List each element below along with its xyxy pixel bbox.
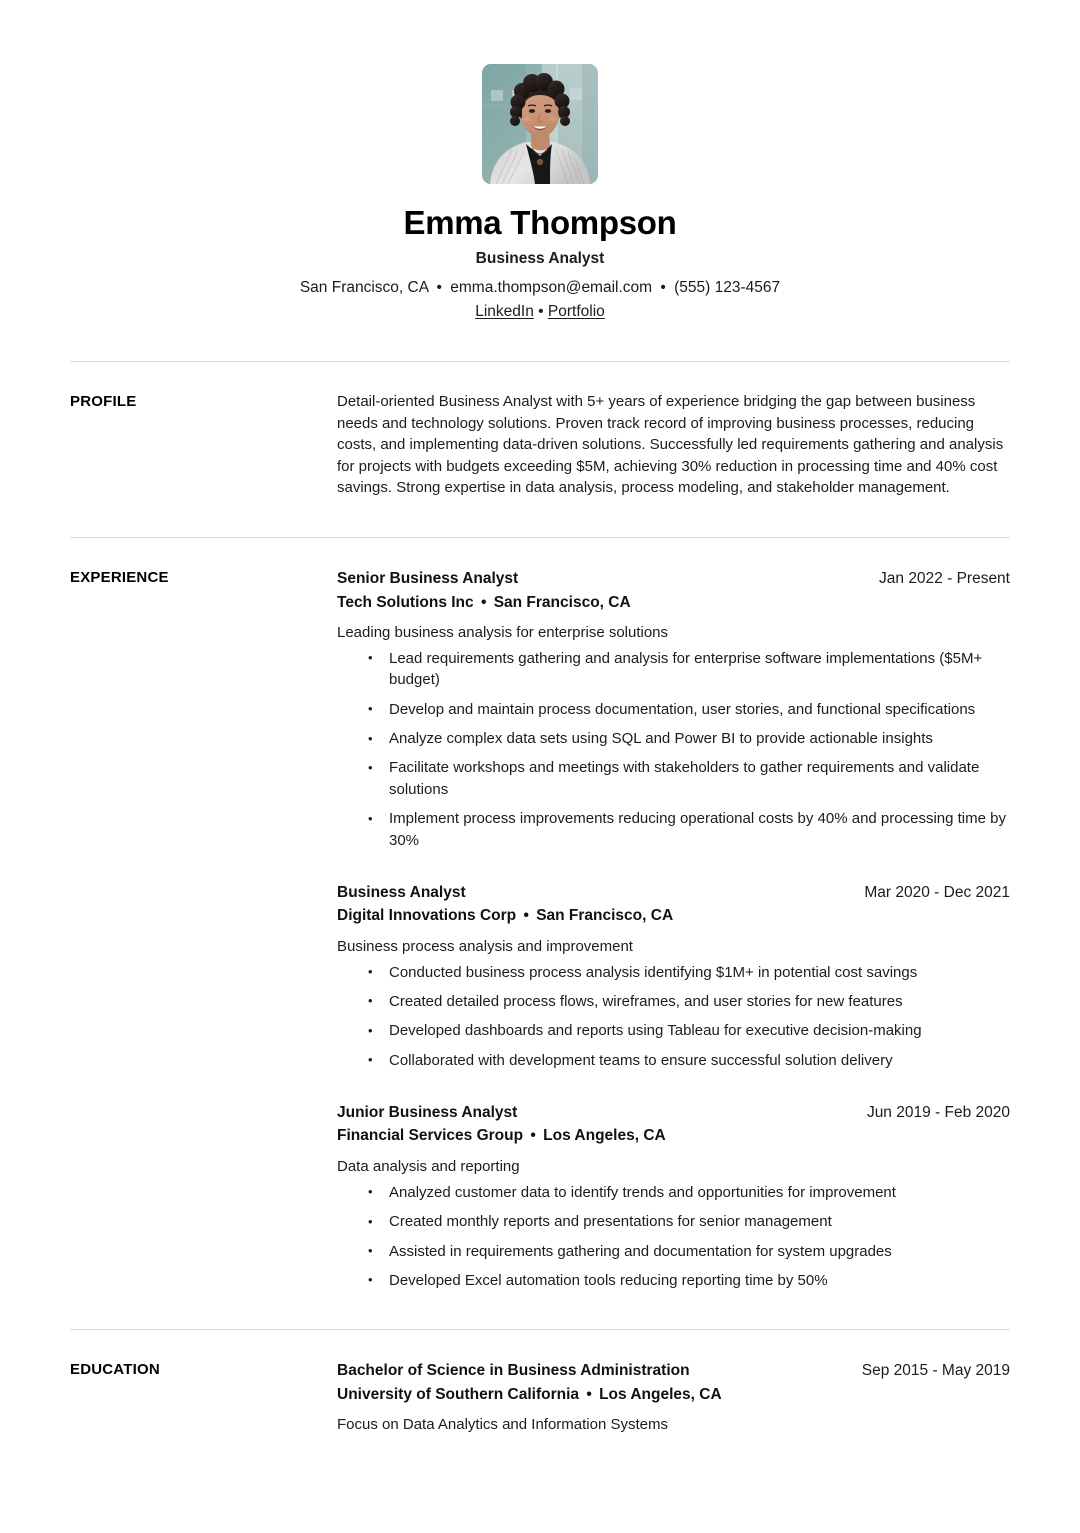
contact-line xyxy=(70,278,1010,297)
education-school-location xyxy=(337,1383,1010,1406)
section-label-education: EDUCATION xyxy=(70,1361,160,1379)
experience-bullet: • Analyzed customer data to identify trends and opportunities for improvement xyxy=(337,1182,1010,1203)
experience-bullet-list xyxy=(337,648,1010,851)
experience-job-title: Junior Business Analyst xyxy=(337,1104,518,1122)
experience-bullet: • Develop and maintain process documentation, user stories, and functional specifications xyxy=(337,699,1010,720)
candidate-job-title: Business Analyst xyxy=(475,249,605,267)
education-org-separator: • xyxy=(586,1385,592,1403)
experience-spacer xyxy=(70,1291,1010,1329)
experience-org-separator: • xyxy=(480,593,487,611)
section-body-profile xyxy=(337,391,1010,498)
experience-date-range: Jun 2019 - Feb 2020 xyxy=(866,1104,1010,1122)
avatar-container xyxy=(70,64,1010,184)
experience-company: Tech Solutions Inc xyxy=(337,593,474,611)
section-body-experience xyxy=(337,567,1010,1291)
experience-location: Los Angeles, CA xyxy=(543,1127,666,1145)
profile-photo xyxy=(482,64,598,184)
section-experience xyxy=(70,538,1010,1291)
contact-separator-2: • xyxy=(660,278,666,296)
contact-phone[interactable]: (555) 123-4567 xyxy=(674,278,781,296)
experience-date-range: Mar 2020 - Dec 2021 xyxy=(864,884,1010,902)
education-location: Los Angeles, CA xyxy=(599,1385,722,1403)
contact-location: San Francisco, CA xyxy=(299,278,429,296)
experience-bullet: • Developed Excel automation tools reducing reporting time by 50% xyxy=(337,1270,1010,1291)
experience-bullet: • Created monthly reports and presentations for senior management xyxy=(337,1211,1010,1232)
candidate-name: Emma Thompson xyxy=(403,204,677,241)
section-education xyxy=(70,1330,1010,1435)
experience-entry-header xyxy=(337,881,1010,904)
experience-company: Digital Innovations Corp xyxy=(337,907,517,925)
education-entry-header xyxy=(337,1359,1010,1382)
experience-entry xyxy=(337,567,1010,851)
section-label-experience: EXPERIENCE xyxy=(70,569,169,587)
experience-description: Leading business analysis for enterprise solutions xyxy=(337,623,669,641)
section-profile xyxy=(70,362,1010,498)
experience-bullet: • Analyze complex data sets using SQL and Power BI to provide actionable insights xyxy=(337,728,1010,749)
experience-job-title: Business Analyst xyxy=(337,884,466,902)
experience-bullet: • Facilitate workshops and meetings with stakeholders to gather requirements and validate solutions xyxy=(337,757,1010,800)
experience-company-location xyxy=(337,904,1010,927)
links-separator: • xyxy=(538,302,544,320)
experience-date-range: Jan 2022 - Present xyxy=(879,570,1010,588)
experience-bullet: • Assisted in requirements gathering and documentation for system upgrades xyxy=(337,1241,1010,1262)
education-entry xyxy=(337,1359,1010,1435)
resume-header xyxy=(70,0,1010,321)
education-date-range: Sep 2015 - May 2019 xyxy=(861,1362,1010,1380)
link-portfolio[interactable]: Portfolio xyxy=(547,302,605,320)
link-linkedin[interactable]: LinkedIn xyxy=(475,302,534,320)
experience-description: Data analysis and reporting xyxy=(337,1157,520,1175)
links-line xyxy=(70,302,1010,321)
profile-spacer xyxy=(70,498,1010,537)
experience-org-separator: • xyxy=(523,907,529,925)
experience-org-separator: • xyxy=(530,1127,536,1145)
experience-entry-header xyxy=(337,1101,1010,1124)
experience-company-location xyxy=(337,591,1010,614)
experience-bullet: • Lead requirements gathering and analysis for enterprise software implementations ($5M+ budget) xyxy=(337,648,1010,691)
experience-bullet-list xyxy=(337,1182,1010,1292)
experience-entry xyxy=(337,881,1010,1071)
experience-company-location xyxy=(337,1124,1010,1147)
section-label-profile: PROFILE xyxy=(70,393,137,411)
experience-job-title: Senior Business Analyst xyxy=(337,570,519,588)
experience-company: Financial Services Group xyxy=(337,1127,524,1145)
experience-bullet: • Developed dashboards and reports using Tableau for executive decision-making xyxy=(337,1020,1010,1041)
education-description: Focus on Data Analytics and Information Systems xyxy=(337,1415,668,1433)
education-school: University of Southern California xyxy=(337,1385,580,1403)
contact-separator-1: • xyxy=(436,278,442,296)
experience-entry-header xyxy=(337,567,1010,590)
experience-description: Business process analysis and improvement xyxy=(337,937,633,955)
header-spacer xyxy=(70,321,1010,361)
experience-location: San Francisco, CA xyxy=(536,907,674,925)
profile-summary-text: Detail-oriented Business Analyst with 5+ years of experience bridging the gap between business needs and technology solutions. Proven track record of improving business processes, reducing costs, and implementing data-driven solutions. Successfully led requirements gathering and analysis for projects with budgets exceeding $5M, achieving 30% reduction in processing time and 40% cost savings. Strong expertise in data analysis, process modeling, and stakeholder management. xyxy=(337,393,1004,496)
experience-location: San Francisco, CA xyxy=(493,593,631,611)
contact-email[interactable]: emma.thompson@email.com xyxy=(450,278,653,296)
experience-bullet-list xyxy=(337,962,1010,1072)
experience-bullet: • Implement process improvements reducing operational costs by 40% and processing time by 30% xyxy=(337,808,1010,851)
experience-entry xyxy=(337,1101,1010,1291)
section-body-education xyxy=(337,1359,1010,1435)
education-degree: Bachelor of Science in Business Administration xyxy=(337,1362,690,1380)
experience-bullet: • Conducted business process analysis identifying $1M+ in potential cost savings xyxy=(337,962,1010,983)
experience-bullet: • Collaborated with development teams to ensure successful solution delivery xyxy=(337,1050,1010,1071)
experience-bullet: • Created detailed process flows, wireframes, and user stories for new features xyxy=(337,991,1010,1012)
